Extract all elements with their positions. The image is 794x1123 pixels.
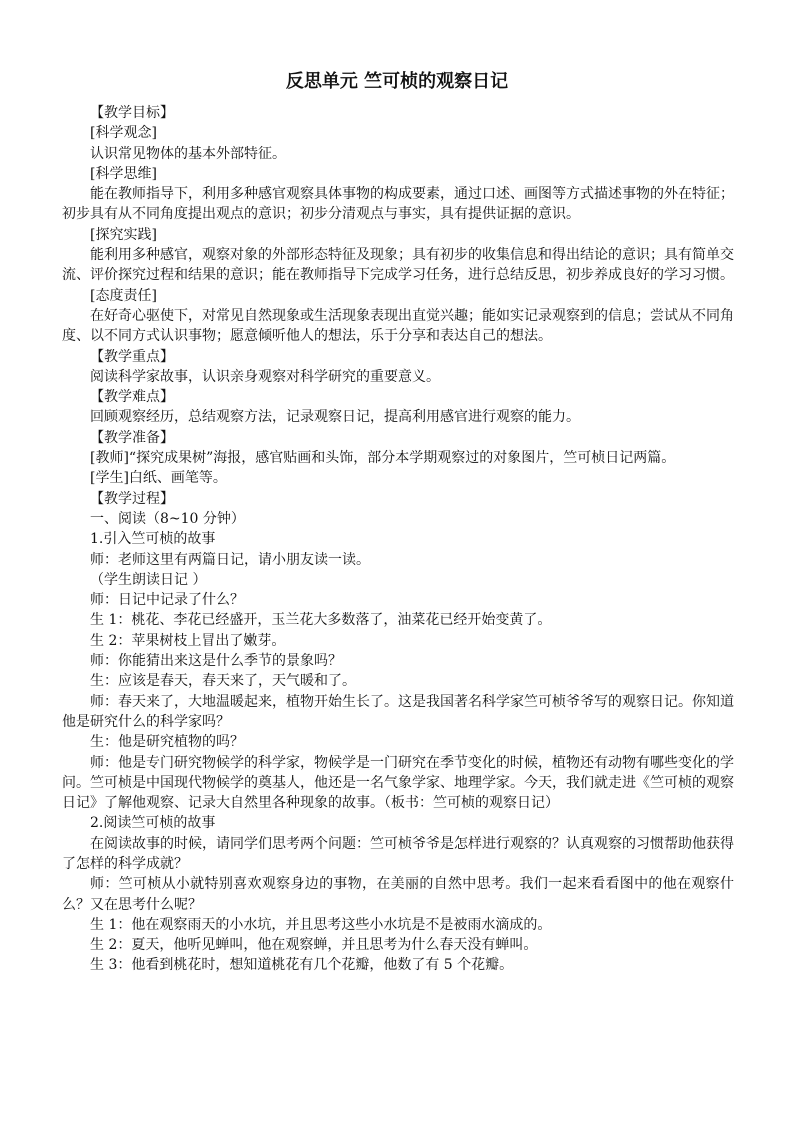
section-heading: 【教学过程】 bbox=[90, 490, 174, 507]
paragraph: [学生]白纸、画笔等。 bbox=[90, 470, 227, 487]
paragraph: 师：你能猜出来这是什么季节的景象吗？ bbox=[90, 653, 342, 670]
paragraph: 生：应该是春天，春天来了，天气暖和了。 bbox=[90, 673, 356, 690]
paragraph: 师：老师这里有两篇日记，请小朋友读一读。 bbox=[90, 551, 370, 568]
paragraph: 师：竺可桢从小就特别喜欢观察身边的事物，在美丽的自然中思考。我们一起来看看图中的他在观察什么？又在思考什么呢？ bbox=[62, 876, 734, 913]
section-heading: 【教学重点】 bbox=[90, 348, 174, 365]
paragraph: 在好奇心驱使下，对常见自然现象或生活现象表现出直觉兴趣；能如实记录观察到的信息；尝试从不同角度、以不同方式认识事物；愿意倾听他人的想法，乐于分享和表达自己的想法。 bbox=[62, 307, 734, 345]
paragraph: 能利用多种感官，观察对象的外部形态特征及现象；具有初步的收集信息和得出结论的意识；具有简单交流、评价探究过程和结果的意识；能在教师指导下完成学习任务，进行总结反思，初步养成良好的学习习惯。 bbox=[62, 247, 734, 284]
subsection-heading: [科学观念] bbox=[90, 125, 157, 142]
paragraph: 一、阅读（8~10 分钟） bbox=[90, 510, 245, 527]
paragraph: 回顾观察经历，总结观察方法，记录观察日记，提高利用感官进行观察的能力。 bbox=[90, 409, 580, 426]
paragraph: 生：他是研究植物的吗？ bbox=[90, 734, 244, 751]
paragraph: 生 3：他看到桃花时，想知道桃花有几个花瓣，他数了有 5 个花瓣。 bbox=[90, 957, 514, 974]
section-heading: 【教学准备】 bbox=[90, 429, 174, 446]
paragraph: 师：春天来了，大地温暖起来，植物开始生长了。这是我国著名科学家竺可桢爷爷写的观察日记。你知道他是研究什么的科学家吗？ bbox=[62, 693, 734, 730]
paragraph: 师：他是专门研究物候学的科学家，物候学是一门研究在季节变化的时候，植物还有动物有哪些变化的学问。竺可桢是中国现代物候学的奠基人，他还是一名气象学家、地理学家。今天，我们就走进《竺可桢的观察日记》了解他观察、记录大自然里各种现象的故事。（板书：竺可桢的观察日记） bbox=[62, 754, 734, 812]
paragraph: 阅读科学家故事，认识亲身观察对科学研究的重要意义。 bbox=[90, 368, 440, 385]
paragraph: 生 1：桃花、李花已经盛开，玉兰花大多数落了，油菜花已经开始变黄了。 bbox=[90, 612, 552, 629]
paragraph: 在阅读故事的时候，请同学们思考两个问题：竺可桢爷爷是怎样进行观察的？认真观察的习惯帮助他获得了怎样的科学成就？ bbox=[62, 835, 734, 872]
section-heading: 【教学难点】 bbox=[90, 389, 174, 406]
subsection-heading: [科学思维] bbox=[90, 165, 157, 182]
paragraph: （学生朗读日记 ） bbox=[90, 571, 207, 588]
paragraph: 生 2：苹果树枝上冒出了嫩芽。 bbox=[90, 632, 286, 649]
paragraph: 1.引入竺可桢的故事 bbox=[90, 531, 216, 548]
subsection-heading: [态度责任] bbox=[90, 287, 157, 304]
paragraph: 能在教师指导下，利用多种感官观察具体事物的构成要素，通过口述、画图等方式描述事物的外在特征；初步具有从不同角度提出观点的意识；初步分清观点与事实，具有提供证据的意识。 bbox=[62, 186, 734, 223]
document-body bbox=[62, 103, 734, 976]
page-title: 反思单元 竺可桢的观察日记 bbox=[285, 71, 509, 92]
paragraph: 2.阅读竺可桢的故事 bbox=[90, 815, 216, 832]
paragraph: 认识常见物体的基本外部特征。 bbox=[90, 145, 286, 162]
paragraph: [教师]“探究成果树”海报，感官贴画和头饰，部分本学期观察过的对象图片，竺可桢日记两篇。 bbox=[90, 450, 676, 467]
paragraph: 生 2：夏天，他听见蝉叫，他在观察蝉，并且思考为什么春天没有蝉叫。 bbox=[90, 937, 538, 954]
paragraph: 师：日记中记录了什么？ bbox=[90, 592, 244, 609]
section-heading: 【教学目标】 bbox=[90, 105, 174, 121]
paragraph: 生 1：他在观察雨天的小水坑，并且思考这些小水坑是不是被雨水滴成的。 bbox=[90, 916, 552, 933]
subsection-heading: [探究实践] bbox=[90, 226, 157, 243]
